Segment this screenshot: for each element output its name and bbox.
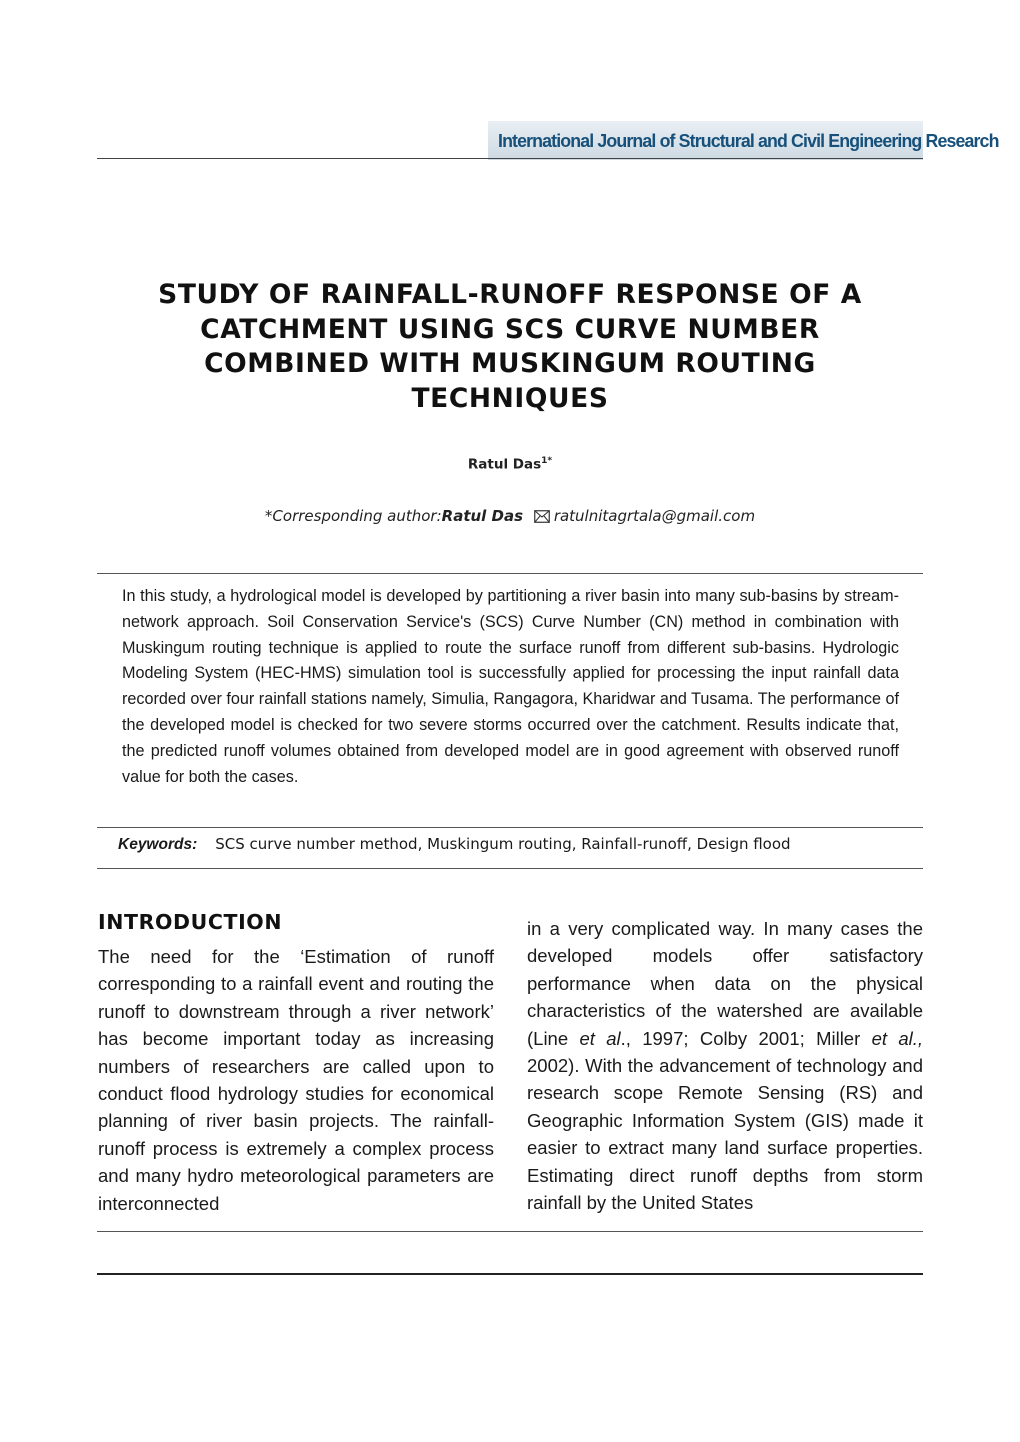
right-text-a: in a very complicated way. In many cases the developed models offer satisfactory performance when data on the physical characteristics of the watershed are available (Line xyxy=(527,918,923,1049)
corresponding-email[interactable]: ratulnitagrtala@gmail.com xyxy=(553,507,756,525)
keywords-top-rule xyxy=(97,827,923,828)
corresponding-author-line xyxy=(120,507,900,525)
introduction-left-column xyxy=(98,943,494,1217)
right-text-c: 2002). With the advancement of technology and research scope Remote Sensing (RS) and Geographic Information System (GIS) made it easier to extract many land surface properties. Estimating direct runoff depths from storm rainfall by the United States xyxy=(527,1055,923,1214)
abstract-text: In this study, a hydrological model is developed by partitioning a river basin into many sub-basins by stream-network approach. Soil Conservation Service's (SCS) Curve Number (CN) method in combination with Muskingum routing technique is applied to route the surface runoff from different sub-basins. Hydrologic Modeling System (HEC-HMS) simulation tool is successfully applied for processing the input rainfall data recorded over four rainfall stations namely, Simulia, Rangagora, Kharidwar and Tusama. The performance of the developed model is checked for two severe storms occurred over the catchment. Results indicate that, the predicted runoff volumes obtained from developed model are in good agreement with observed runoff value for both the cases. xyxy=(122,587,899,786)
right-text-b: ., 1997; Colby 2001; Miller xyxy=(620,1027,872,1049)
header-rule xyxy=(97,158,923,159)
author-line xyxy=(310,456,710,473)
introduction-right-paragraph xyxy=(527,915,923,1216)
footer-rule-thick xyxy=(97,1273,923,1275)
keywords-bottom-rule xyxy=(97,868,923,869)
email-icon xyxy=(534,510,550,523)
footer-rule xyxy=(97,1231,923,1232)
corresponding-name: Ratul Das xyxy=(441,507,524,525)
introduction-heading: INTRODUCTION xyxy=(98,910,283,934)
keywords-label: Keywords: xyxy=(118,836,198,853)
journal-banner xyxy=(488,121,999,160)
author-mark: 1* xyxy=(541,456,553,466)
journal-name: International Journal of Structural and Civil Engineering Research xyxy=(498,129,999,151)
citation-etal-2: et al., xyxy=(871,1027,924,1049)
keywords-text: SCS curve number method, Muskingum routing, Rainfall-runoff, Design flood xyxy=(215,835,791,853)
citation-etal-1: et al xyxy=(579,1027,621,1049)
introduction-left-paragraph: The need for the ‘Estimation of runoff corresponding to a rainfall event and routing the runoff to downstream through a river network’ has become important today as increasing numbers of researchers are called upon to conduct flood hydrology studies for economical planning of river basin projects. The rainfall-runoff process is extremely a complex process and many hydro meteorological parameters are interconnected xyxy=(98,946,494,1214)
keywords-line xyxy=(118,835,918,854)
corresponding-prefix: *Corresponding author: xyxy=(264,507,442,525)
introduction-right-column xyxy=(527,915,923,1216)
abstract-top-rule xyxy=(97,573,923,574)
author-name: Ratul Das xyxy=(467,456,542,473)
paper-title: STUDY OF RAINFALL-RUNOFF RESPONSE OF A CATCHMENT USING SCS CURVE NUMBER COMBINED WITH MUSKINGUM ROUTING TECHNIQUES xyxy=(158,279,862,414)
